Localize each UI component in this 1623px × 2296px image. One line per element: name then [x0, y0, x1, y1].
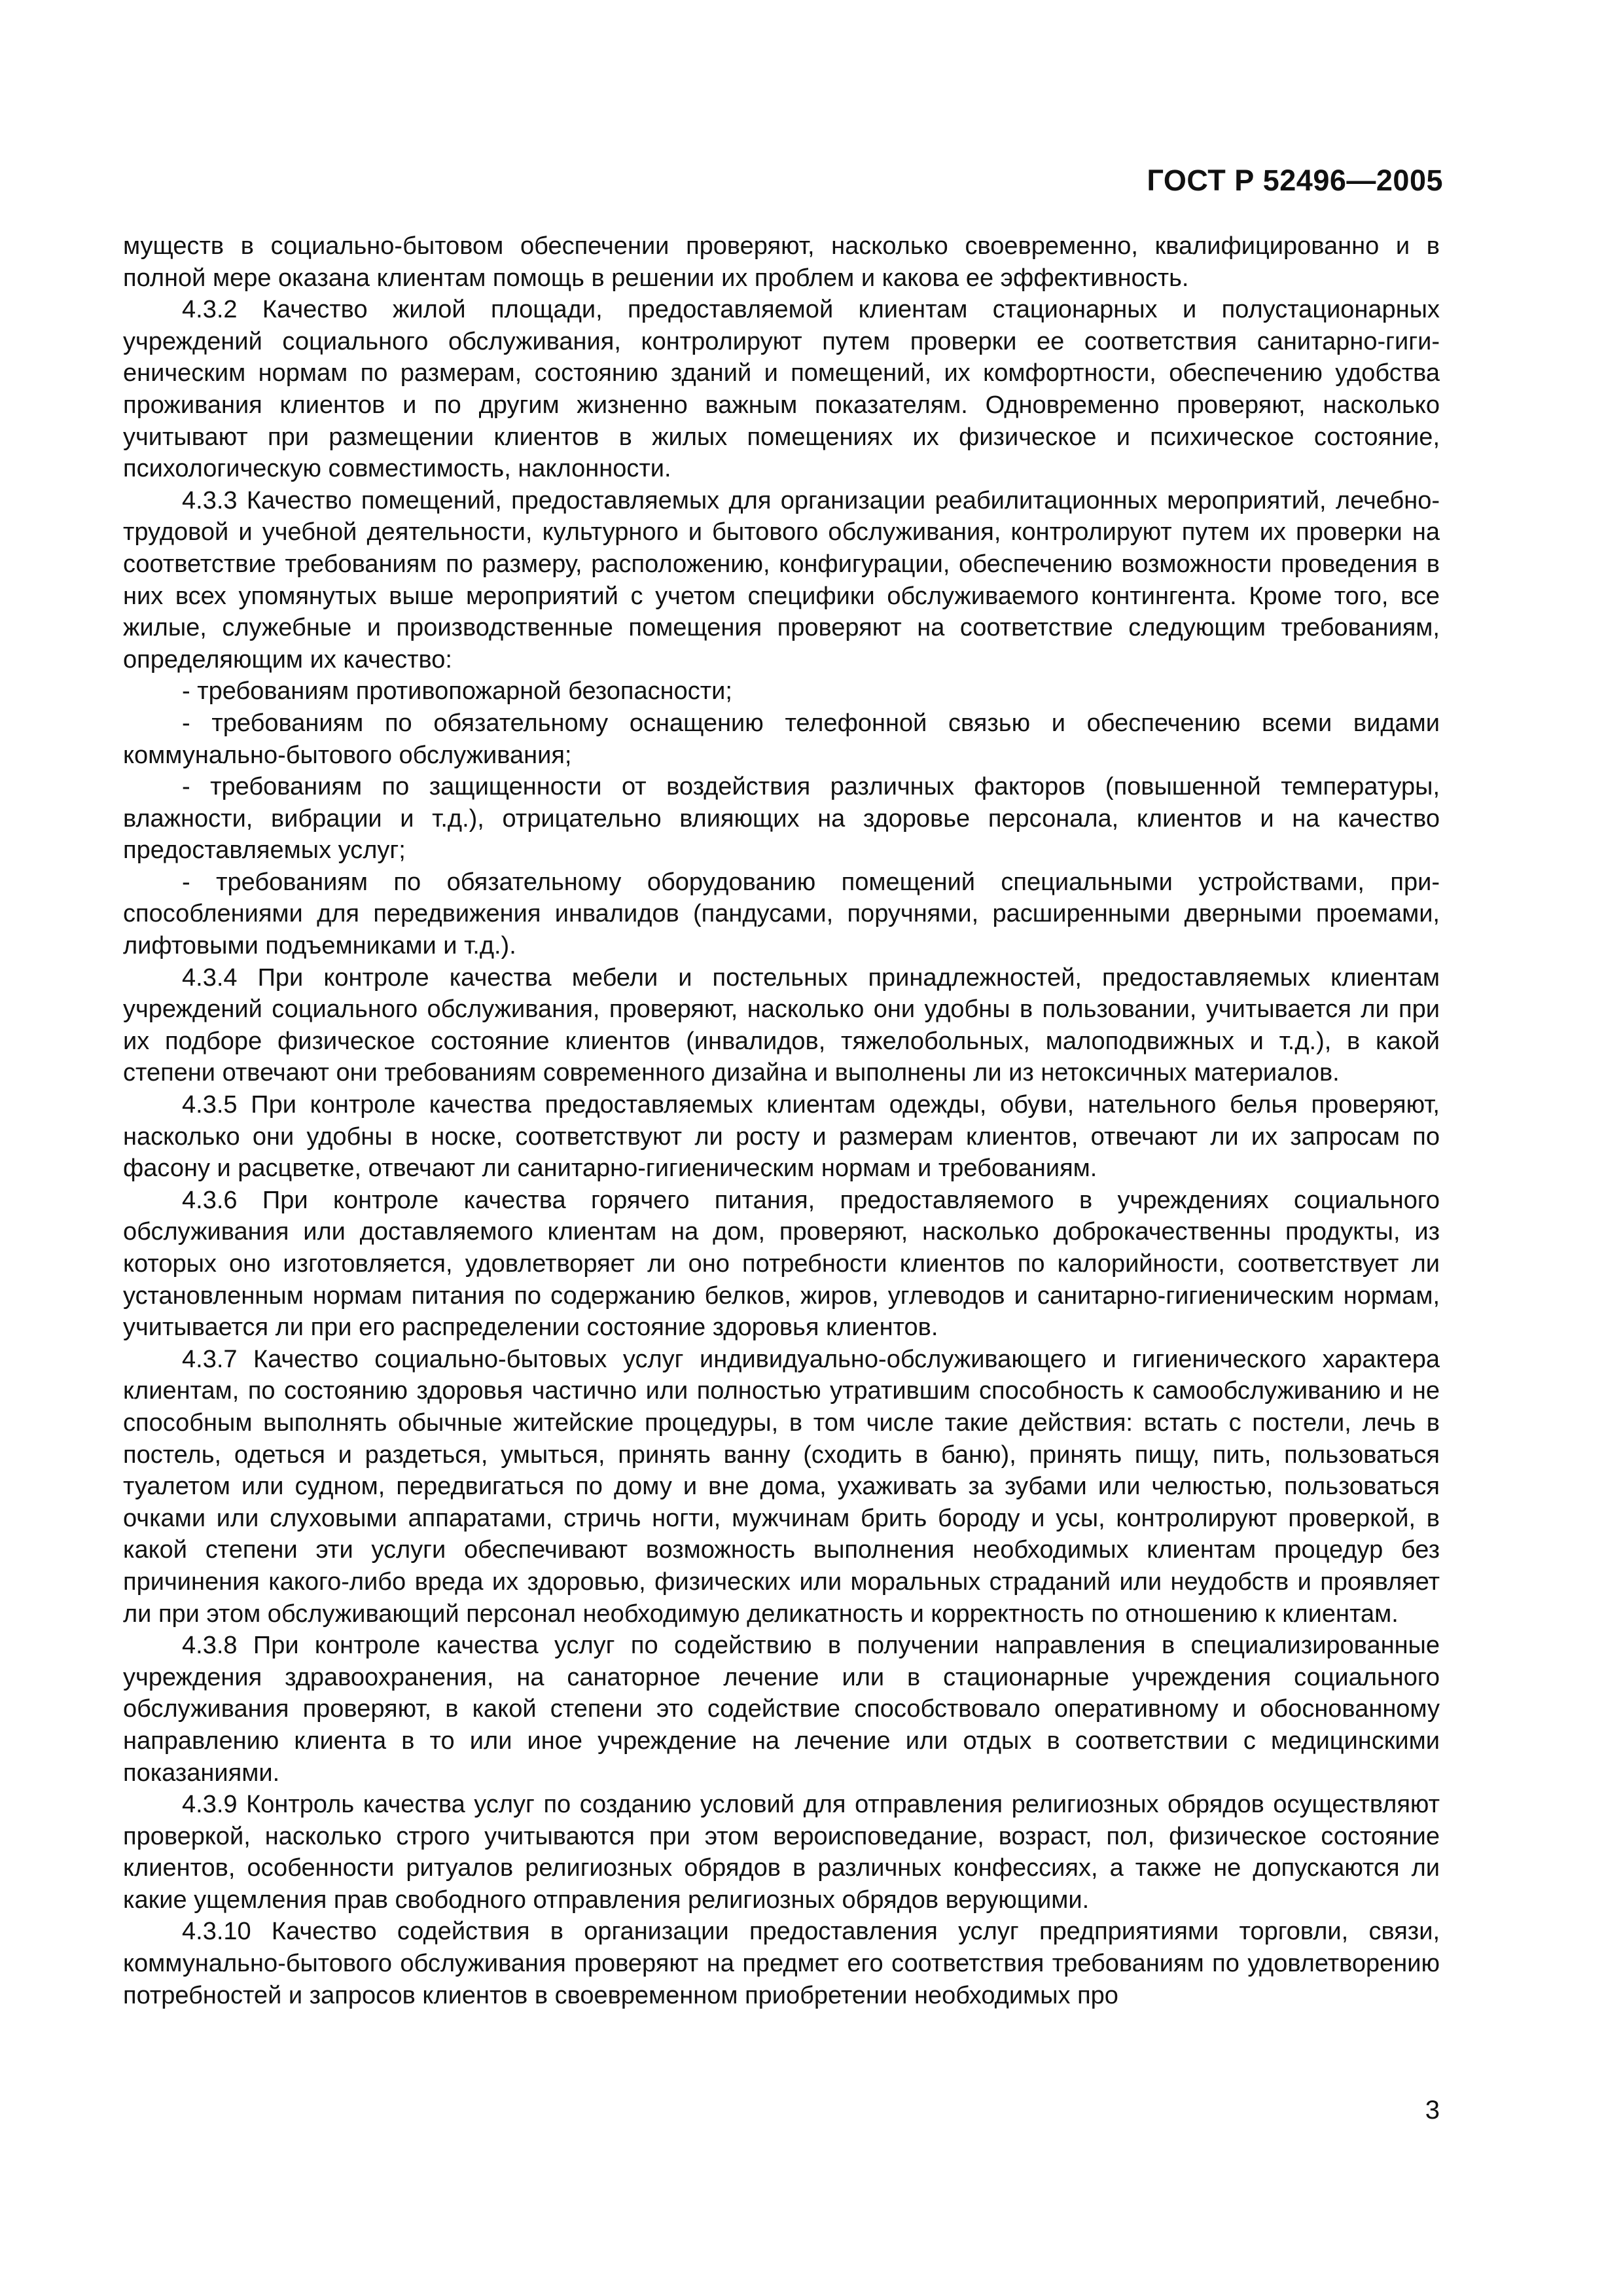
paragraph-4-3-9: 4.3.9 Контроль качества услуг по созданию условий для отправления религиозных обрядов осуществляют проверкой, насколько строго учитываются при этом вероисповедание, возраст, пол, физическое состояние клиентов, особенности ритуалов религиозных обрядов в различных конфессиях, а также не допускаются ли какие ущемления прав свободного отправления религиозных обрядов верующими.	[123, 1791, 1440, 1914]
page-number: 3	[1425, 2096, 1440, 2125]
list-item-equipment: - требованиям по обязательному оборудованию помещений специальными устройствами, приспособлениями для передвижения инвалидов (пандусами, поручнями, расширенными дверными проемами, лифтовыми подъемниками и т.д.).	[123, 868, 1440, 960]
paragraph-4-3-8: 4.3.8 При контроле качества услуг по содействию в получении направления в специализированные учреждения здравоохранения, на санаторное лечение или в стационарные учреждения социального обслуживания проверяют, в какой степени это содействие способствовало оперативному и обоснованному направлению клиента в то или иное учреждение на лечение или отдых в соответствии с медицинскими показаниями.	[123, 1632, 1440, 1787]
paragraph-4-3-10: 4.3.10 Качество содействия в организации предоставления услуг предприятиями торговли, связи, коммунально-бытового обслуживания проверяют на предмет его соответствия требованиям по удовлетворению потребностей и запросов клиентов в своевременном приобретении необходимых про	[123, 1918, 1440, 2009]
list-item-protection: - требованиям по защищенности от воздействия различных факторов (повышенной температуры, влажности, вибрации и т.д.), отрицательно влияющих на здоровье персонала, клиентов и на качество предоставляемых услуг;	[123, 773, 1440, 865]
list-item-telephone: - требованиям по обязательному оснащению телефонной связью и обеспечению всеми видами коммунально-бытового обслуживания;	[123, 709, 1440, 769]
paragraph-4-3-5: 4.3.5 При контроле качества предоставляемых клиентам одежды, обуви, нательного белья проверяют, насколько они удобны в носке, соответствуют ли росту и размерам клиентов, отвечают ли их запросам по фасону и расцветке, отвечают ли санитарно-гигиеническим нормам и требованиям.	[123, 1091, 1440, 1183]
paragraph-4-3-2: 4.3.2 Качество жилой площади, предоставляемой клиентам стационарных и полустационарных учреждений социального обслуживания, контролируют путем проверки ее соответствия санитарно-гигиеническим нормам по размерам, состоянию зданий и помещений, их комфортности, обеспечению удобства проживания клиентов и по другим жизненно важным показателям. Одновременно проверяют, насколько учитывают при размещении клиентов в жилых помещениях их физическое и психическое состояние, психологическую совместимость, наклонности.	[123, 296, 1440, 483]
paragraph-continuation: муществ в социально-бытовом обеспечении проверяют, насколько своевременно, квалифицированно и в полной мере оказана клиентам помощь в решении их проблем и какова ее эффективность.	[123, 232, 1440, 292]
paragraph-4-3-7: 4.3.7 Качество социально-бытовых услуг индивидуально-обслуживающего и гигиенического характера клиентам, по состоянию здоровья частично или полностью утратившим способность к самообслуживанию и не способным выполнять обычные житейские процедуры, в том числе такие действия: встать с постели, лечь в постель, одеться и раздеться, умыться, принять ванну (сходить в баню), принять пищу, пить, пользоваться туалетом или судном, передвигаться по дому и вне дома, ухаживать за зубами или челюстью, пользоваться очками или слуховыми аппаратами, стричь ногти, мужчинам брить бороду и усы, контролируют проверкой, в какой степени эти услуги обеспечивают возможность выполнения необходимых клиентам процедур без причинения какого-либо вреда их здоровью, физических или моральных страданий или неудобств и проявляет ли при этом обслуживающий персонал необходимую деликатность и корректность по отношению к клиентам.	[123, 1345, 1440, 1628]
paragraph-4-3-4: 4.3.4 При контроле качества мебели и постельных принадлежностей, предоставляемых клиентам учреждений социального обслуживания, проверяют, насколько они удобны в пользовании, учитывается ли при их подборе физическое состояние клиентов (инвалидов, тяжелобольных, малоподвижных и т.д.), в какой степени отвечают они требованиям современного дизайна и выполнены ли из нетоксичных материалов.	[123, 963, 1440, 1087]
paragraph-4-3-3: 4.3.3 Качество помещений, предоставляемых для организации реабилитационных мероприятий, лечебно-трудовой и учебной деятельности, культурного и бытового обслуживания, контролируют путем их проверки на соответствие требованиям по размеру, расположению, конфигурации, обеспечению возможности проведения в них всех упомянутых выше мероприятий с учетом специфики обслуживаемого контингента. Кроме того, все жилые, служебные и производственные помещения проверяют на соответствие следующим требованиям, определяющим их качество:	[123, 486, 1440, 673]
standard-code: ГОСТ Р 52496—2005	[1147, 164, 1443, 197]
paragraph-4-3-6: 4.3.6 При контроле качества горячего питания, предоставляемого в учреждениях социального обслуживания или доставляемого клиентам на дом, проверяют, насколько доброкачественны продукты, из которых оно изготовляется, удовлетворяет ли оно потребности клиентов по калорийности, соответствует ли установленным нормам питания по содержанию белков, жиров, углеводов и санитарно-гигиеническим нормам, учитывается ли при его распределении состояние здоровья клиентов.	[123, 1186, 1440, 1342]
list-item-fire-safety: - требованиям противопожарной безопасности;	[182, 677, 732, 706]
document-body	[123, 230, 1440, 2011]
